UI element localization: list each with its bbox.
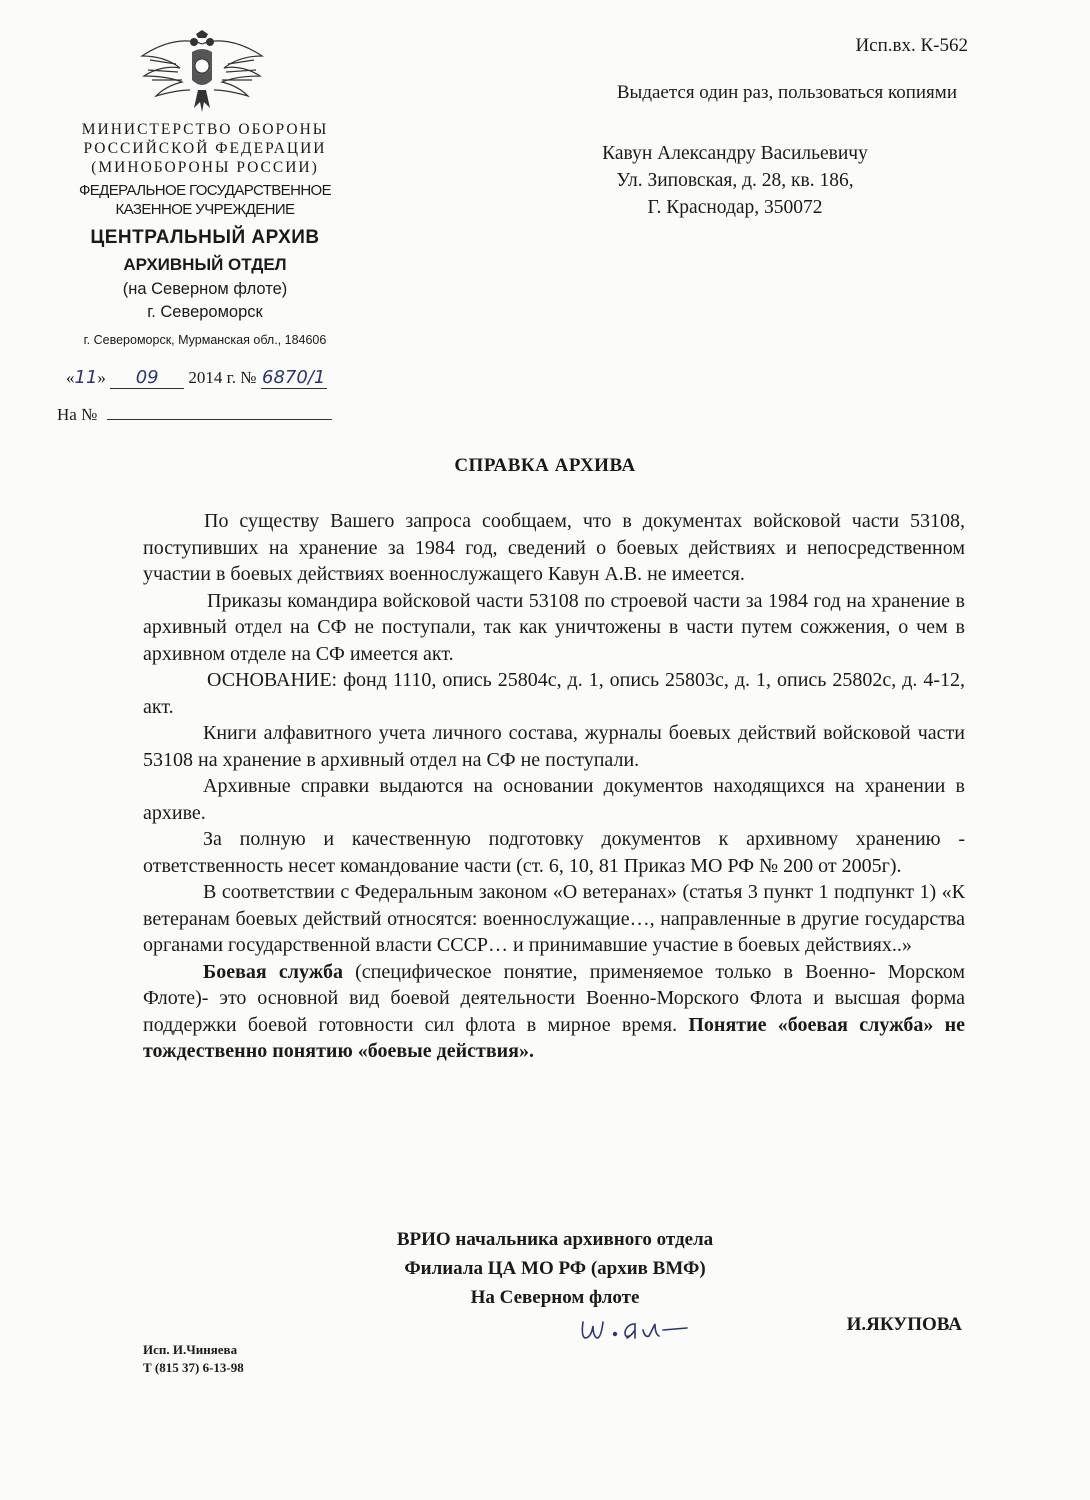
recipient-street: Ул. Зиповская, д. 28, кв. 186, (616, 170, 854, 191)
handwritten-number: 6870/1 (262, 367, 326, 388)
date-number-line (66, 367, 327, 389)
recipient-name: Кавун Александру Васильевичу (602, 143, 868, 164)
ministry-line-3: (МИНОБОРОНЫ РОССИИ) (91, 159, 319, 176)
year-label: 2014 г. № (188, 368, 257, 387)
signature-text: И. Як- (577, 1308, 580, 1309)
reply-to-blank (107, 403, 332, 420)
sender-address: г. Североморск, Мурманская обл., 184606 (83, 333, 327, 347)
combat-service-definition: (специфическое понятие, применяемое только в Военно- Морском Флоте)- это основной вид боевой деятельности Военно-Морского Флота и высшая форма поддержки боевой готовности сил флота в мирное время. (143, 960, 965, 1036)
paragraph-1: По существу Вашего запроса сообщаем, что в документах войсковой части 53108, поступивших на хранение за 1984 год, сведений о боевых действиях и непосредственном участии в боевых действиях военнослужащего Кавун А.В. не имеется. (143, 510, 965, 585)
double-headed-eagle-emblem-icon (136, 30, 268, 116)
executor-phone: Т (815 37) 6-13-98 (143, 1360, 244, 1375)
quote-open: « (66, 368, 75, 387)
executor-info (143, 1341, 244, 1377)
paragraph-5: Архивные справки выдаются на основании документов находящихся на хранении в архиве. (143, 775, 965, 824)
document-body (143, 508, 965, 1065)
signatory-title (0, 1225, 1090, 1312)
recipient-address (510, 140, 960, 221)
handwritten-signature (577, 1308, 697, 1348)
paragraph-2: Приказы командира войсковой части 53108 по строевой части за 1984 год на хранение в архивный отдел на СФ не поступали, так как уничтожены в части путем сожжения, о чем в архивном отделе на СФ имеется акт. (143, 589, 965, 665)
ministry-name (40, 120, 370, 177)
archive-name: ЦЕНТРАЛЬНЫЙ АРХИВ (90, 227, 320, 248)
ministry-line-1: МИНИСТЕРСТВО ОБОРОНЫ (81, 121, 329, 138)
reply-to-line (57, 403, 332, 425)
handwritten-month: 09 (110, 367, 184, 389)
signatory-line-3: На Северном флоте (470, 1287, 640, 1308)
handwritten-day: 11 (74, 367, 98, 388)
reply-to-label: На № (57, 405, 98, 424)
ministry-line-2: РОССИЙСКОЙ ФЕДЕРАЦИИ (83, 140, 327, 157)
paragraph-4: Книги алфавитного учета личного состава, журналы боевых действий войсковой части 53108 на хранение в архивный отдел на СФ не поступали. (143, 722, 965, 771)
sender-city: г. Североморск (147, 303, 263, 321)
paragraph-3: ОСНОВАНИЕ: фонд 1110, опись 25804с, д. 1, опись 25803с, д. 1, опись 25802с, д. 4-12, акт. (143, 669, 965, 718)
incoming-reference: Исп.вх. К-562 (855, 35, 968, 56)
executor-name: Исп. И.Чиняева (143, 1342, 238, 1357)
paragraph-8 (143, 959, 965, 1065)
issued-once-note: Выдается один раз, пользоваться копиями (616, 82, 957, 103)
quote-close: » (97, 368, 106, 387)
organization-type (40, 181, 370, 219)
org-line-1: ФЕДЕРАЛЬНОЕ ГОСУДАРСТВЕННОЕ (78, 182, 332, 199)
fleet-name: (на Северном флоте) (122, 280, 288, 298)
paragraph-6: За полную и качественную подготовку документов к архивному хранению - ответственность несет командование части (ст. 6, 10, 81 Приказ МО РФ № 200 от 2005г). (143, 828, 965, 877)
signatory-line-1: ВРИО начальника архивного отдела (396, 1229, 714, 1250)
department-name: АРХИВНЫЙ ОТДЕЛ (123, 255, 287, 274)
combat-service-term: Боевая служба (203, 960, 343, 983)
org-line-2: КАЗЕННОЕ УЧРЕЖДЕНИЕ (115, 201, 295, 218)
combat-service-conclusion: Понятие «боевая служба» не тождественно понятию «боевые действия». (143, 1013, 966, 1062)
signer-name: И.ЯКУПОВА (846, 1314, 962, 1335)
paragraph-7: В соответствии с Федеральным законом «О ветеранах» (статья 3 пункт 1 подпункт 1) «К ветеранам боевых действий относятся: военнослужащие…, направленные в другие государства органами государственной власти СССР… и принимавшие участие в боевых действиях..» (143, 881, 965, 956)
recipient-city: Г. Краснодар, 350072 (647, 197, 823, 218)
document-title: СПРАВКА АРХИВА (454, 455, 636, 476)
signatory-line-2: Филиала ЦА МО РФ (архив ВМФ) (404, 1258, 706, 1279)
